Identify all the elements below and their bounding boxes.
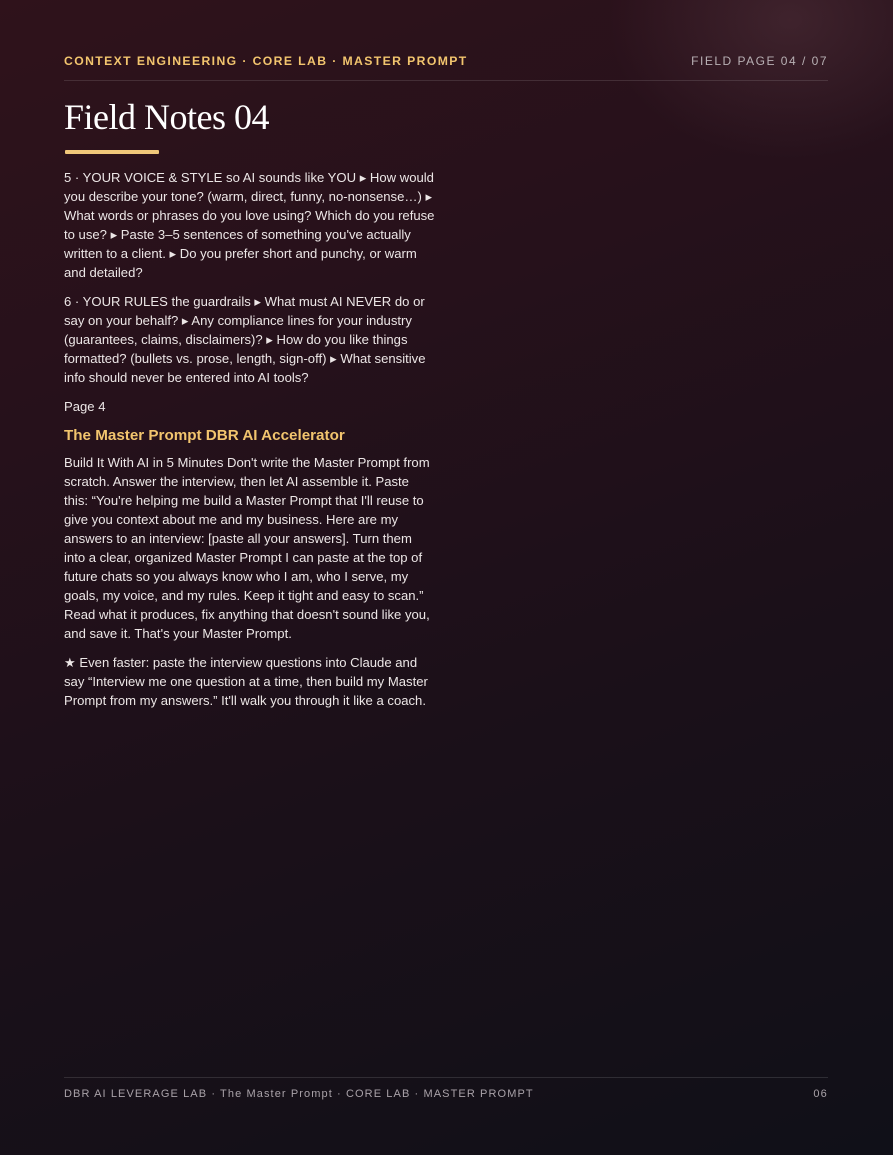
even-faster-tip: ★ Even faster: paste the interview questions into Claude and say “Interview me one question at a time, then build my Master Prompt from my answers.” It'll walk you through it like a coach. [64, 655, 428, 708]
voice-style-paragraph: 5 · YOUR VOICE & STYLE so AI sounds like YOU ▸ How would you describe your tone? (warm, direct, funny, no-nonsense…) ▸ What words or phrases do you love using? Which do you refuse to use? ▸ Paste 3–5 sentences of something you've actually written to a client. ▸ Do you prefer short and punchy, or warm and detailed? [64, 170, 435, 280]
title-underline [65, 150, 159, 154]
footer-page-number: 06 [813, 1088, 828, 1100]
section-heading: The Master Prompt DBR AI Accelerator [64, 427, 345, 444]
page-header [64, 54, 828, 81]
rules-paragraph: 6 · YOUR RULES the guardrails ▸ What must AI NEVER do or say on your behalf? ▸ Any compliance lines for your industry (guarantees, claims, disclaimers)? ▸ How do you like things formatted? (bullets vs. prose, length, sign-off) ▸ What sensitive info should never be entered into AI tools? [64, 294, 426, 385]
header-page-counter: FIELD PAGE 04 / 07 [691, 54, 828, 68]
build-with-ai-paragraph: Build It With AI in 5 Minutes Don't write the Master Prompt from scratch. Answer the interview, then let AI assemble it. Paste this: “You're helping me build a Master Prompt that I'll reuse to give you context about me and my business. Here are my answers to an interview: [paste all your answers]. Turn them into a clear, organized Master Prompt I can paste at the top of future chats so you always know who I am, who I serve, my goals, my voice, and my rules. Keep it tight and easy to scan.” Read what it produces, fix anything that doesn't sound like you, and save it. That's your Master Prompt. [64, 455, 430, 641]
main-content [64, 168, 436, 720]
footer-text: DBR AI LEVERAGE LAB · The Master Prompt · CORE LAB · MASTER PROMPT [64, 1088, 534, 1100]
page-title: Field Notes 04 [64, 97, 269, 137]
page-label: Page 4 [64, 399, 106, 414]
page-footer [64, 1077, 828, 1108]
header-breadcrumb: CONTEXT ENGINEERING · CORE LAB · MASTER PROMPT [64, 54, 468, 68]
